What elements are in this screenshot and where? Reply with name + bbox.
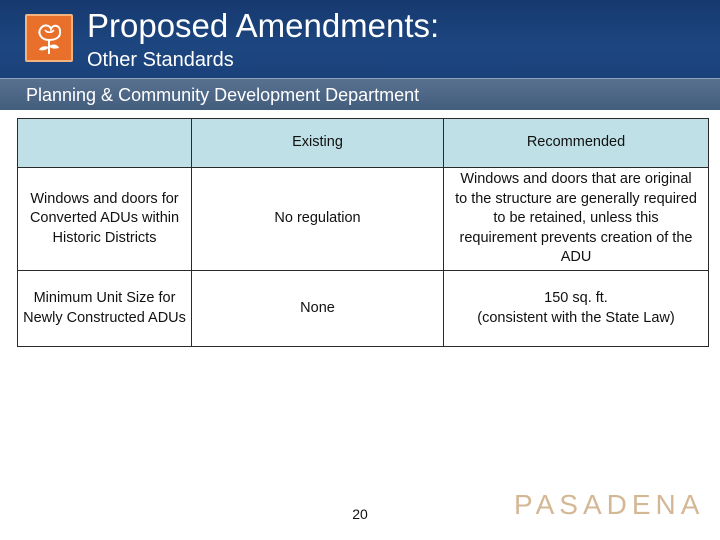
recommended-cell: Windows and doors that are original to the structure are generally required to be retained, unless this requirement prevents creation of the ADU bbox=[444, 168, 709, 271]
recommended-line: 150 sq. ft. bbox=[544, 290, 608, 306]
row-label: Windows and doors for Converted ADUs within Historic Districts bbox=[18, 168, 192, 271]
rose-logo-icon bbox=[25, 14, 73, 62]
existing-cell: None bbox=[192, 271, 444, 347]
pasadena-wordmark: PASADENA bbox=[514, 489, 705, 520]
department-bar bbox=[0, 78, 720, 110]
table-row bbox=[18, 271, 709, 347]
table-header-row bbox=[18, 119, 709, 168]
recommended-cell bbox=[444, 271, 709, 347]
header-cell-existing: Existing bbox=[192, 119, 444, 168]
page-title: Proposed Amendments: bbox=[87, 7, 440, 44]
header-banner bbox=[0, 0, 720, 78]
recommended-line: (consistent with the State Law) bbox=[477, 309, 675, 326]
page-subtitle: Other Standards bbox=[87, 49, 234, 71]
department-name: Planning & Community Development Department bbox=[26, 85, 420, 105]
header-cell-recommended: Recommended bbox=[444, 119, 709, 168]
header-cell-blank bbox=[18, 119, 192, 168]
amendments-table bbox=[17, 118, 709, 347]
row-label: Minimum Unit Size for Newly Constructed ADUs bbox=[18, 271, 192, 347]
page-number: 20 bbox=[352, 506, 368, 522]
table-row bbox=[18, 168, 709, 271]
existing-cell: No regulation bbox=[192, 168, 444, 271]
